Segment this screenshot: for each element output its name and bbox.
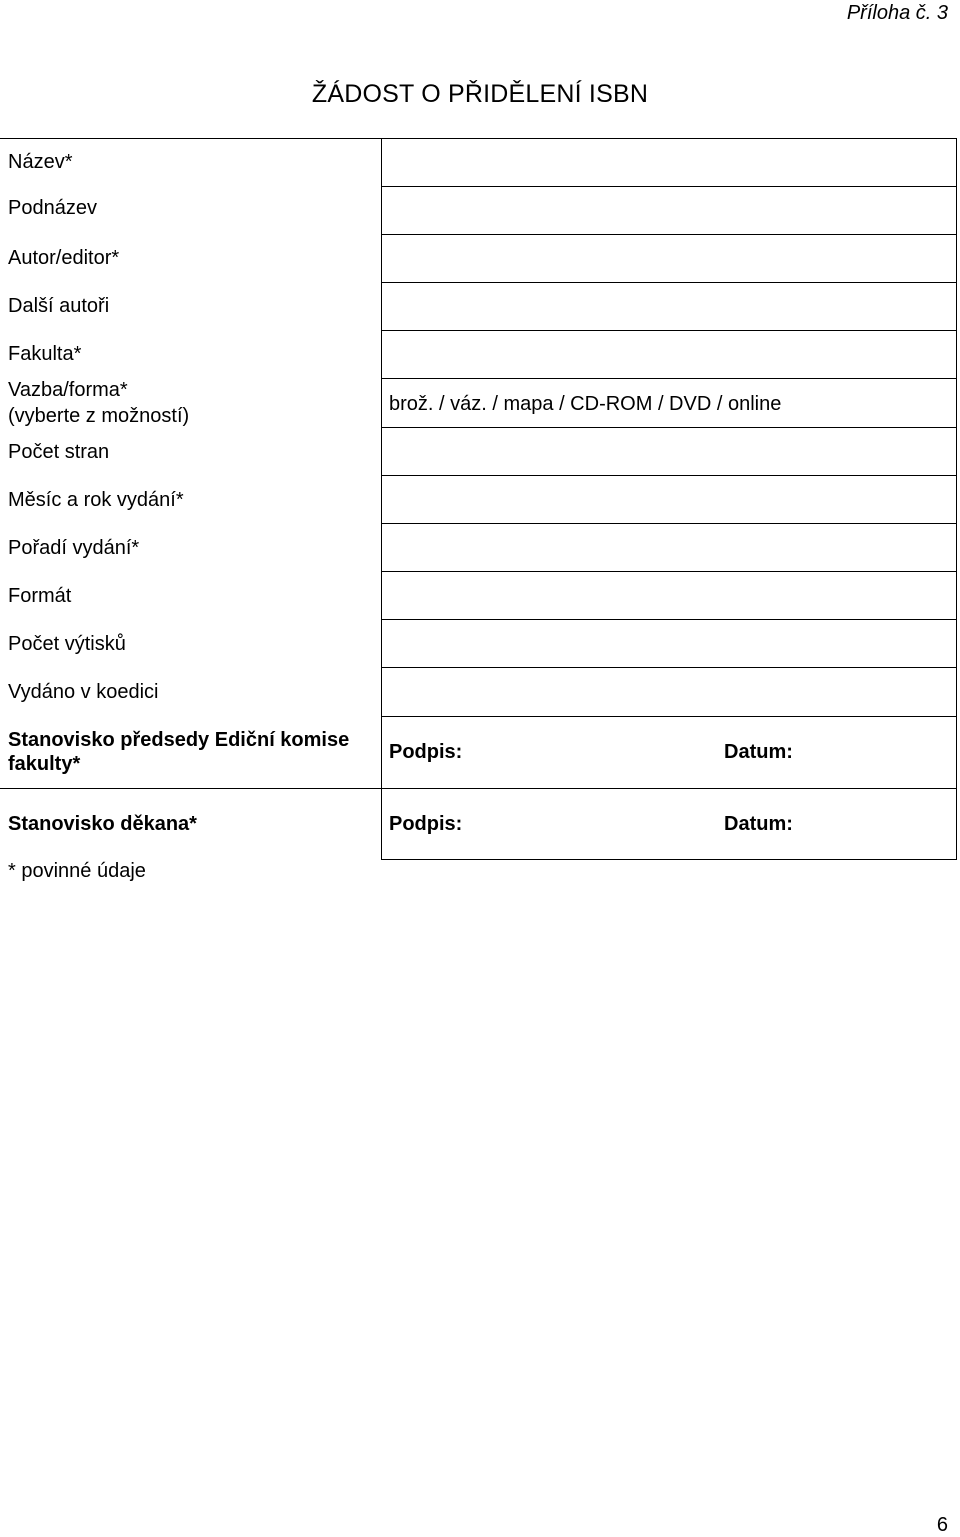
committee-date-label: Datum: <box>724 741 793 763</box>
label-committee-opinion: Stanovisko předsedy Ediční komise <box>8 729 350 751</box>
row-divider <box>382 859 957 860</box>
row-divider <box>0 788 957 789</box>
label-faculty: Fakulta* <box>8 343 82 365</box>
label-publication-date: Měsíc a rok vydání* <box>8 489 184 511</box>
form-title: ŽÁDOST O PŘIDĚLENÍ ISBN <box>311 80 649 108</box>
row-divider <box>382 282 957 283</box>
table-right-border <box>956 138 957 860</box>
row-divider <box>382 716 957 717</box>
label-edition-number: Pořadí vydání* <box>8 537 140 559</box>
committee-signature-label: Podpis: <box>389 741 463 763</box>
label-binding-hint: (vyberte z možností) <box>8 405 190 427</box>
row-divider <box>382 427 957 428</box>
label-committee-opinion-cont: fakulty* <box>8 753 81 775</box>
label-other-authors: Další autoři <box>8 295 110 317</box>
label-dean-opinion: Stanovisko děkana* <box>8 813 197 835</box>
label-subtitle: Podnázev <box>8 197 97 219</box>
label-page-count: Počet stran <box>8 441 110 463</box>
row-divider <box>382 667 957 668</box>
label-print-run: Počet výtisků <box>8 633 126 655</box>
label-title: Název* <box>8 151 73 173</box>
row-divider <box>382 475 957 476</box>
dean-signature-label: Podpis: <box>389 813 463 835</box>
label-author-editor: Autor/editor* <box>8 247 120 269</box>
page-number: 6 <box>936 1514 948 1536</box>
row-divider <box>382 523 957 524</box>
row-divider <box>382 186 957 187</box>
dean-date-label: Datum: <box>724 813 793 835</box>
required-fields-note: * povinné údaje <box>8 860 146 882</box>
row-divider <box>0 138 957 139</box>
row-divider <box>382 619 957 620</box>
row-divider <box>382 330 957 331</box>
label-binding-form: Vazba/forma* <box>8 379 128 401</box>
row-divider <box>382 234 957 235</box>
row-divider <box>382 378 957 379</box>
label-co-edition: Vydáno v koedici <box>8 681 159 703</box>
attachment-label: Příloha č. 3 <box>846 2 948 24</box>
label-format: Formát <box>8 585 72 607</box>
column-divider <box>381 138 382 860</box>
isbn-request-form <box>0 138 957 860</box>
binding-options[interactable]: brož. / váz. / mapa / CD-ROM / DVD / online <box>389 393 782 415</box>
row-divider <box>382 571 957 572</box>
